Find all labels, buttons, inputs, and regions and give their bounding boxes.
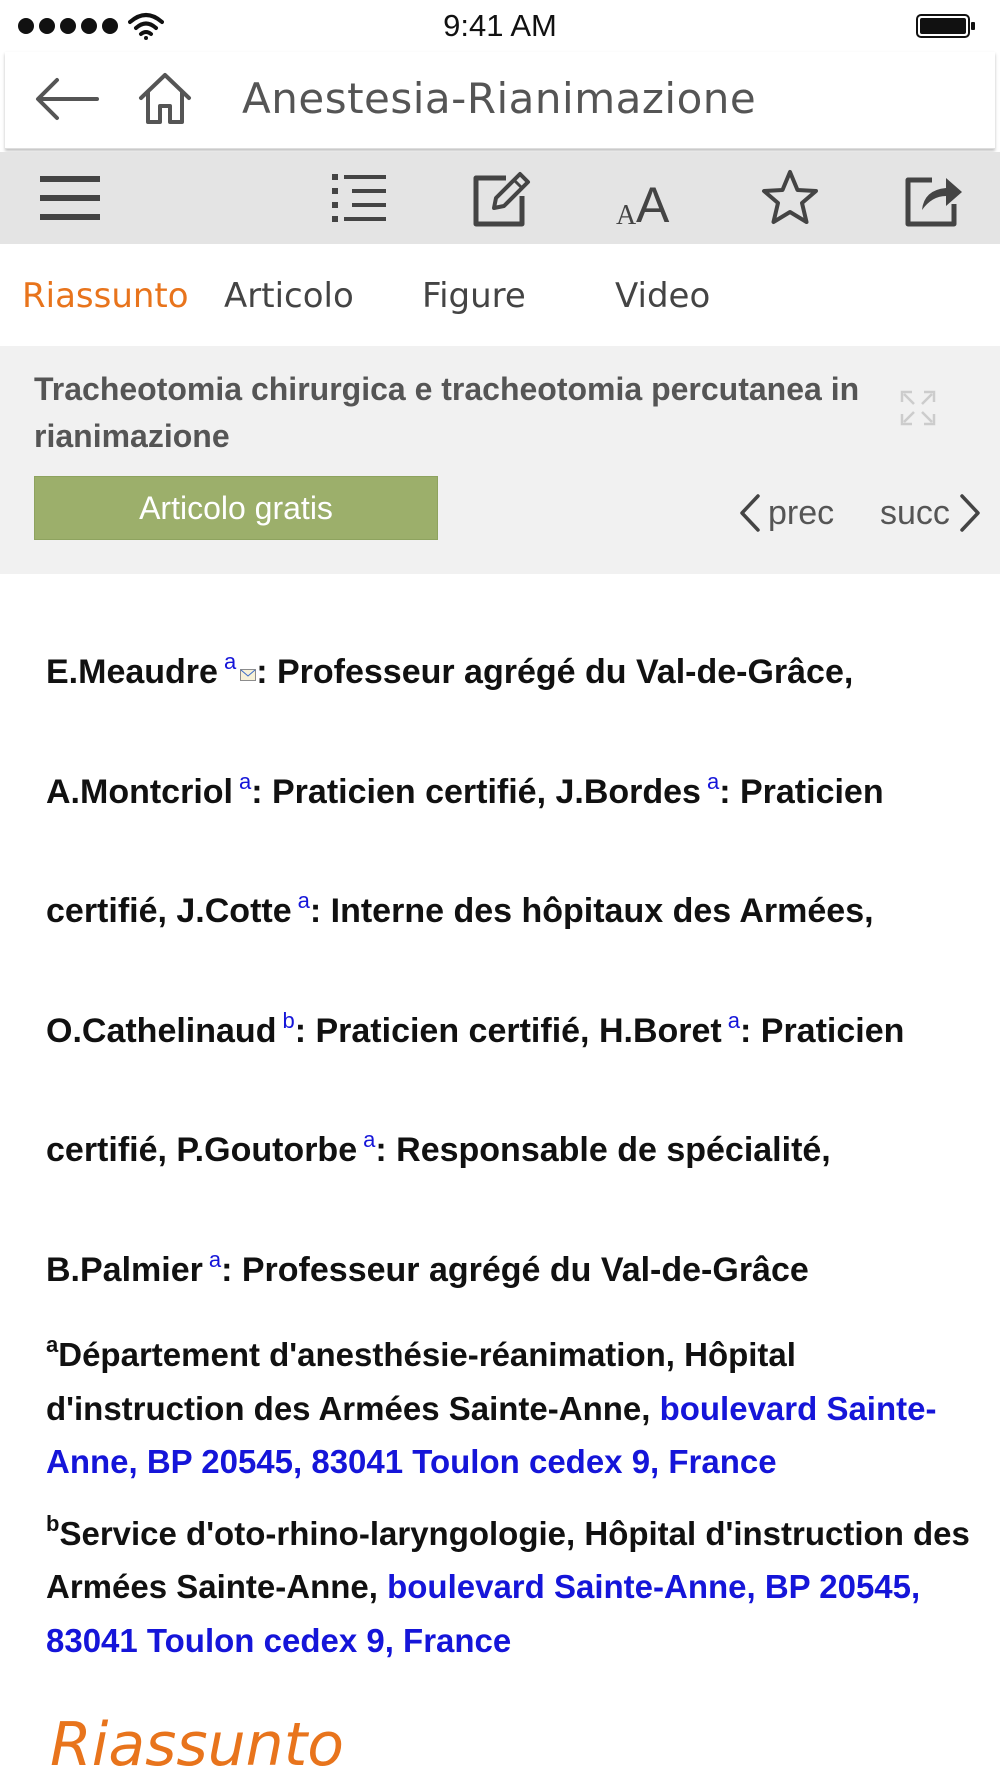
tab-bar — [0, 250, 1000, 346]
tab-video[interactable]: Video — [615, 276, 711, 316]
home-icon[interactable] — [137, 70, 193, 126]
affiliation-ref[interactable]: a — [706, 768, 720, 794]
prev-label: prec — [768, 493, 835, 532]
edit-note-icon[interactable] — [470, 168, 534, 228]
affiliation-text: Département d'anesthésie-réanimation, Hôpital d'instruction des Armées Sainte-Anne, — [46, 1336, 796, 1427]
author-name: J.Bordes — [555, 772, 701, 811]
section-heading: Riassunto — [50, 1710, 344, 1780]
svg-text:A: A — [636, 177, 670, 228]
prev-button[interactable] — [738, 488, 834, 538]
author-role: : Responsable de spécialité, — [375, 1131, 831, 1169]
affiliation-item — [46, 1497, 986, 1668]
back-arrow-icon[interactable] — [33, 74, 101, 124]
next-button[interactable] — [880, 488, 982, 538]
status-bar — [0, 0, 1000, 52]
tab-riassunto[interactable]: Riassunto — [22, 276, 189, 316]
author-role: : Professeur agrégé du Val-de-Grâce — [221, 1250, 809, 1289]
free-article-button[interactable]: Articolo gratis — [34, 476, 438, 540]
chevron-right-icon — [958, 493, 982, 533]
address-link[interactable]: boulevard Sainte-Anne, BP 20545, 83041 Toulon cedex 9, France — [46, 1389, 937, 1480]
author-role: : Praticien certifié, — [251, 772, 556, 811]
star-icon[interactable] — [758, 168, 822, 228]
affiliation-ref[interactable]: a — [297, 888, 310, 913]
expand-icon[interactable] — [900, 390, 936, 426]
nav-bar — [5, 52, 995, 149]
affiliation-text: Service d'oto-rhino-laryngologie, Hôpital d'instruction des Armées Sainte-Anne, — [46, 1514, 970, 1605]
author-role: : Praticien — [740, 1011, 905, 1050]
author-line — [46, 971, 986, 1091]
menu-icon[interactable] — [38, 168, 102, 228]
share-icon[interactable] — [902, 168, 966, 228]
affiliation-ref[interactable]: a — [363, 1127, 376, 1152]
svg-text:A: A — [616, 200, 637, 228]
toc-list-icon[interactable] — [328, 168, 392, 228]
author-line — [46, 732, 986, 852]
next-label: succ — [880, 493, 950, 532]
chevron-left-icon — [738, 493, 762, 533]
page-title: Anestesia-Rianimazione — [242, 74, 757, 123]
affiliation-marker: a — [46, 1332, 59, 1357]
author-line — [46, 851, 986, 971]
affiliation-ref[interactable]: a — [208, 1246, 222, 1272]
tab-figure[interactable]: Figure — [422, 276, 526, 316]
toolbar — [0, 152, 1000, 244]
author-role: : Professeur agrégé du Val-de-Grâce, — [256, 653, 854, 691]
affiliation-item — [46, 1318, 986, 1489]
author-name: E.Meaudre — [46, 653, 218, 691]
author-name: B.Palmier — [46, 1250, 203, 1289]
address-link[interactable]: boulevard Sainte-Anne, BP 20545, 83041 Toulon cedex 9, France — [46, 1568, 921, 1659]
affiliation-ref[interactable]: a — [223, 649, 237, 674]
author-name: certifié, P.Goutorbe — [46, 1131, 358, 1169]
author-role: : Praticien — [719, 772, 884, 811]
author-role: : Interne des hôpitaux des Armées, — [309, 892, 874, 930]
author-line — [46, 1210, 986, 1330]
author-list — [46, 612, 986, 1329]
battery-icon — [916, 12, 976, 40]
affiliation-ref[interactable]: a — [727, 1007, 740, 1033]
author-name: A.Montcriol — [46, 772, 233, 811]
affiliation-marker: b — [46, 1510, 60, 1536]
affiliation-ref[interactable]: a — [238, 768, 252, 794]
author-name: O.Cathelinaud — [46, 1011, 277, 1050]
author-name: certifié, J.Cotte — [46, 892, 292, 930]
author-line — [46, 1090, 986, 1210]
article-header — [0, 346, 1000, 574]
author-line — [46, 612, 986, 732]
tab-articolo[interactable]: Articolo — [224, 276, 354, 316]
author-role: : Praticien certifié, — [294, 1011, 599, 1050]
font-size-icon[interactable] — [614, 168, 678, 228]
status-time: 9:41 AM — [443, 8, 557, 43]
affiliation-ref[interactable]: b — [282, 1007, 295, 1033]
article-title: Tracheotomia chirurgica e tracheotomia percutanea in rianimazione — [34, 371, 860, 454]
affiliation-list — [46, 1318, 986, 1675]
email-icon[interactable] — [240, 669, 256, 681]
author-name: H.Boret — [598, 1011, 722, 1050]
